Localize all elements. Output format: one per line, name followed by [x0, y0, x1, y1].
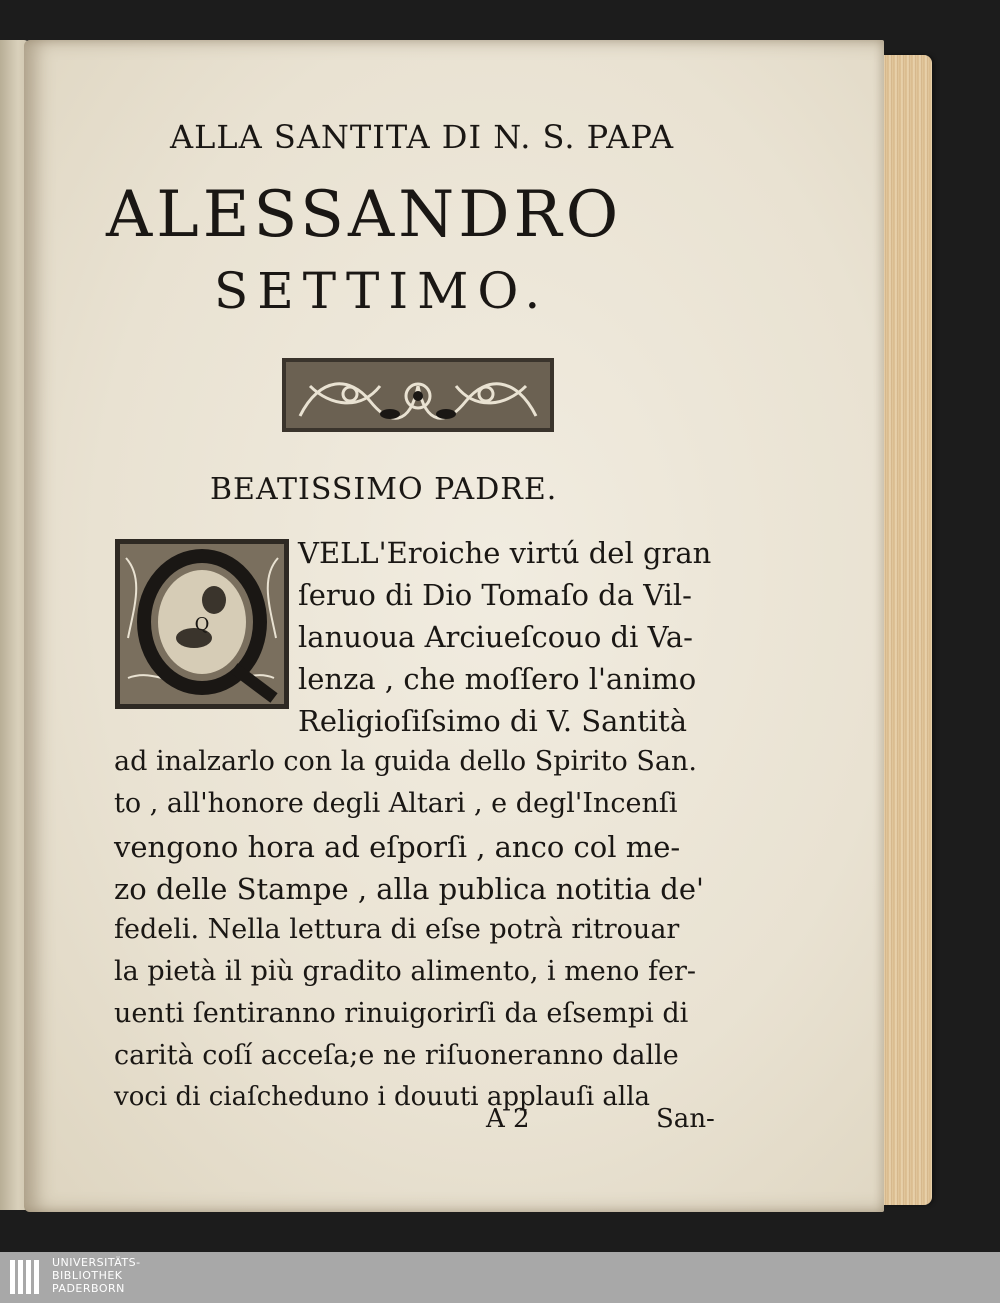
heading-title: SETTIMO. — [214, 262, 550, 320]
floral-ornament-icon — [280, 356, 556, 434]
body-line-9: zo delle Stampe , alla publica notitia de' — [114, 872, 704, 906]
body-line-13: carità coſí acceſa;e ne riſuoneranno dalle — [114, 1040, 679, 1071]
body-line-3: lanuoua Arciueſcouo di Va- — [298, 620, 693, 654]
body-line-10: fedeli. Nella lettura di eſse potrà ritrouar — [114, 914, 680, 945]
library-name — [52, 1256, 141, 1295]
heading-dedication: ALLA SANTITA DI N. S. PAPA — [170, 118, 675, 156]
body-line-5: Religioſiſsimo di V. Santità — [298, 704, 687, 738]
viewer-footer-bar — [0, 1252, 1000, 1303]
body-line-2: ſeruo di Dio Tomaſo da Vil- — [298, 578, 692, 612]
salutation: BEATISSIMO PADRE. — [210, 472, 558, 507]
library-name-line-3: PADERBORN — [52, 1282, 125, 1295]
body-line-14: voci di ciaſcheduno i douuti applauſi alla — [114, 1082, 651, 1112]
body-line-4: lenza , che moſſero l'animo — [298, 662, 697, 696]
library-name-line-1: UNIVERSITÄTS- — [52, 1256, 141, 1269]
body-line-8: vengono hora ad eſporſi , anco col me- — [114, 830, 681, 864]
body-line-1: VELL'Eroiche virtú del gran — [298, 536, 712, 570]
signature-mark: A 2 — [486, 1104, 530, 1134]
catchword: San- — [656, 1104, 715, 1134]
decorated-initial-q-icon — [114, 538, 290, 710]
heading-name: ALESSANDRO — [106, 178, 623, 252]
page-block-edges — [880, 55, 932, 1205]
body-line-7: to , all'honore degli Altari , e degl'Incenſi — [114, 788, 678, 819]
library-logo-icon — [6, 1256, 46, 1298]
svg-text:Q: Q — [194, 614, 210, 635]
body-line-12: uenti ſentiranno rinuigorirſi da eſsempi di — [114, 998, 689, 1029]
body-line-6: ad inalzarlo con la guida dello Spirito San. — [114, 746, 697, 777]
library-name-line-2: BIBLIOTHEK — [52, 1269, 123, 1282]
body-line-11: la pietà il più gradito alimento, i meno fer- — [114, 956, 697, 987]
